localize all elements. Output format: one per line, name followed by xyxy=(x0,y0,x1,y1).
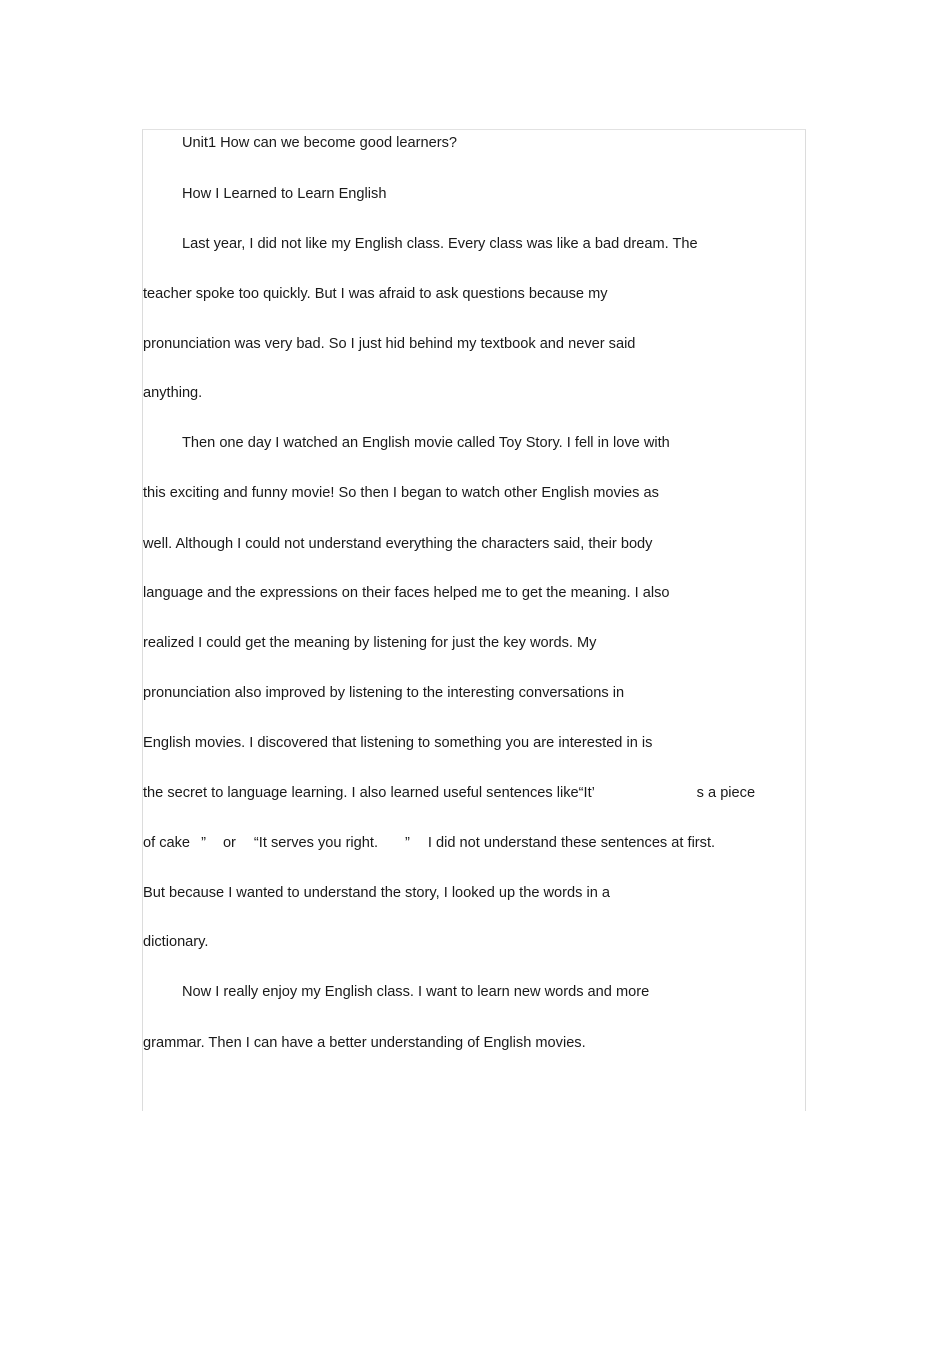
paragraph-line: Now I really enjoy my English class. I want to learn new words and more xyxy=(182,984,650,1000)
article-title: How I Learned to Learn English xyxy=(182,186,387,202)
text-segment: or xyxy=(222,835,236,851)
unit-title: Unit1 How can we become good learners? xyxy=(182,135,458,151)
paragraph-line: pronunciation also improved by listening to the interesting conversations in xyxy=(143,685,625,701)
text-segment: “It serves you right. xyxy=(253,835,379,851)
text-segment: of cake xyxy=(143,835,191,851)
paragraph-line: pronunciation was very bad. So I just hid behind my textbook and never said xyxy=(143,336,636,352)
paragraph-line: this exciting and funny movie! So then I began to watch other English movies as xyxy=(143,485,659,501)
text-segment: “It’ xyxy=(578,785,595,801)
paragraph-line-quote xyxy=(143,784,755,802)
paragraph-line: anything. xyxy=(143,385,203,401)
paragraph-line: English movies. I discovered that listening to something you are interested in is xyxy=(143,735,653,751)
paragraph-line-quote xyxy=(143,834,715,852)
paragraph-line: dictionary. xyxy=(143,934,209,950)
paragraph-line: grammar. Then I can have a better understanding of English movies. xyxy=(143,1035,586,1051)
paragraph-line: well. Although I could not understand everything the characters said, their body xyxy=(143,536,653,552)
paragraph-line: teacher spoke too quickly. But I was afraid to ask questions because my xyxy=(143,286,608,302)
paragraph-line: realized I could get the meaning by listening for just the key words. My xyxy=(143,635,597,651)
text-segment: s a piece xyxy=(696,785,756,801)
page-frame xyxy=(142,129,806,1111)
paragraph-line: language and the expressions on their faces helped me to get the meaning. I also xyxy=(143,585,670,601)
text-segment: I did not understand these sentences at first. xyxy=(427,835,716,851)
text-segment: ” xyxy=(405,835,410,851)
paragraph-line: But because I wanted to understand the story, I looked up the words in a xyxy=(143,885,611,901)
paragraph-line: Then one day I watched an English movie called Toy Story. I fell in love with xyxy=(182,435,670,451)
text-segment: ” xyxy=(201,835,206,851)
paragraph-line: Last year, I did not like my English class. Every class was like a bad dream. The xyxy=(182,236,698,252)
text-segment: the secret to language learning. I also learned useful sentences like xyxy=(143,785,579,801)
